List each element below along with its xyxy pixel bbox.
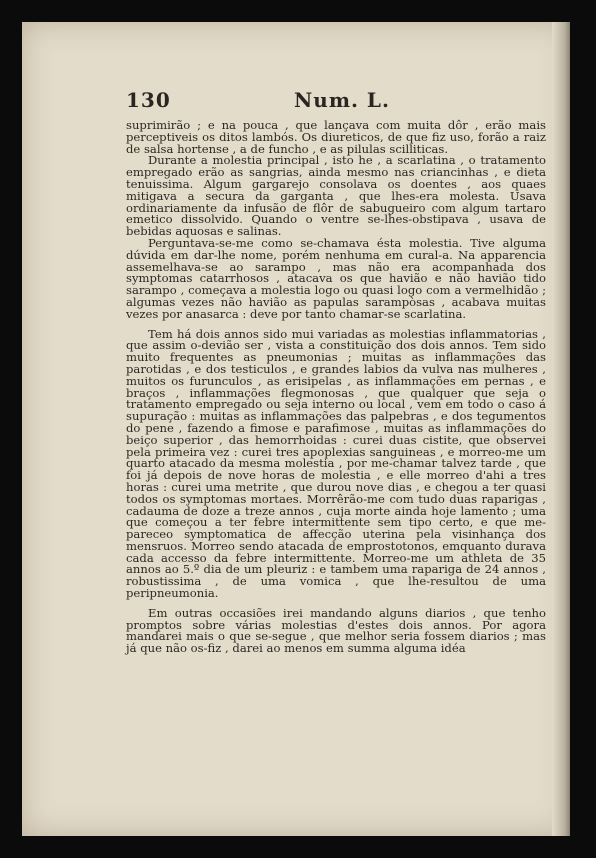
book-page [22, 22, 570, 836]
page-gutter-shadow [552, 22, 570, 836]
paragraph-4: Tem há dois annos sido mui variadas as molestias inflammatorias , que assim o-devião ser , vista a constituição dos dois annos. Tem sido muito frequentes as pneumonias ; muitas as inflammações das parotidas , e dos testiculos , e grandes labios da vulva nas mulheres , muitos os furunculos , as erisipelas , as inflammações em pernas , e braços , inflammações flegmonosas , que qualquer que seja o tratamento empregado ou seja interno ou local , vem em todo o caso á supuração : muitas as inflammações das palpebras , e dos tegumentos do pene , fazendo a fimose e parafimose , muitas as inflammações do beiço superior , das hemorrhoidas : curei duas cistite, que observei pela primeira vez : curei tres apoplexias sanguineas , e morreo-me um quarto atacado da mesma molestia , por me-chamar talvez tarde , que foi já depois de nove horas de molestia , e elle morreo d'ahi a tres horas : curei uma metrite , que durou nove dias , e chegou a ter quasi todos os symptomas mortaes. Morrêrão-me com tudo duas raparigas , cadauma de doze a treze annos , cuja morte ainda hoje lamento ; uma que começou a ter febre intermittente sem tipo certo, e que me-pareceo symptomatica de affecção uterina pela visinhança dos mensruos. Morreo sendo atacada de emprostotonos, emquanto durava cada accesso da febre intermittente. Morreo-me um athleta de 35 annos ao 5.º dia de um pleuriz : e tambem uma rapariga de 24 annos , robustissima , de uma vomica , que lhe-resultou de uma peripneumonia. [126, 326, 546, 601]
body-text [126, 120, 546, 655]
paragraph-2: Durante a molestia principal , isto he , a scarlatina , o tratamento empregado erão as sangrias, ainda mesmo nas criancinhas , e dieta tenuissima. Algum gargarejo consolava os doentes , aos quaes mitigava a secura da garganta , que lhes-era molesta. Usava ordinariamente da infusão de flôr de sabugueiro com algum tartaro emetico dissolvido. Quando o ventre se-lhes-obstipava , usava de bebidas aquosas e salinas. [126, 153, 546, 239]
paragraph-5: Em outras occasiões irei mandando alguns diarios , que tenho promptos sobre várias molestias d'estes dois annos. Por agora mandarei mais o que se-segue , que melhor seria fossem diarios ; mas já que não os-fiz , darei ao menos em summa alguma idéa [126, 605, 546, 656]
paragraph-3: Perguntava-se-me como se-chamava ésta molestia. Tive alguma dúvida em dar-lhe nome, porém nenhuma em cural-a. Na apparencia assemelhava-se ao sarampo , mas não era acompanhada dos symptomas catarrhosos , atacava os que havião e não havião tido sarampo , começava a molestia logo ou quasi logo com a vermelhidão ; algumas vezes não havião as papulas sarampòsas , acabava muitas vezes por anasarca : deve por tanto chamar-se scarlatina. [126, 235, 546, 321]
page-number: 130 [126, 88, 171, 112]
running-head: Num. L. [294, 88, 390, 112]
paragraph-1: suprimirão ; e na pouca , que lançava com muita dôr , erão mais perceptiveis os ditos lambós. Os diureticos, de que fiz uso, forão a raiz de salsa hortense , a de funcho , e as pilulas scilliticas. [126, 118, 546, 156]
page-header [126, 88, 546, 114]
